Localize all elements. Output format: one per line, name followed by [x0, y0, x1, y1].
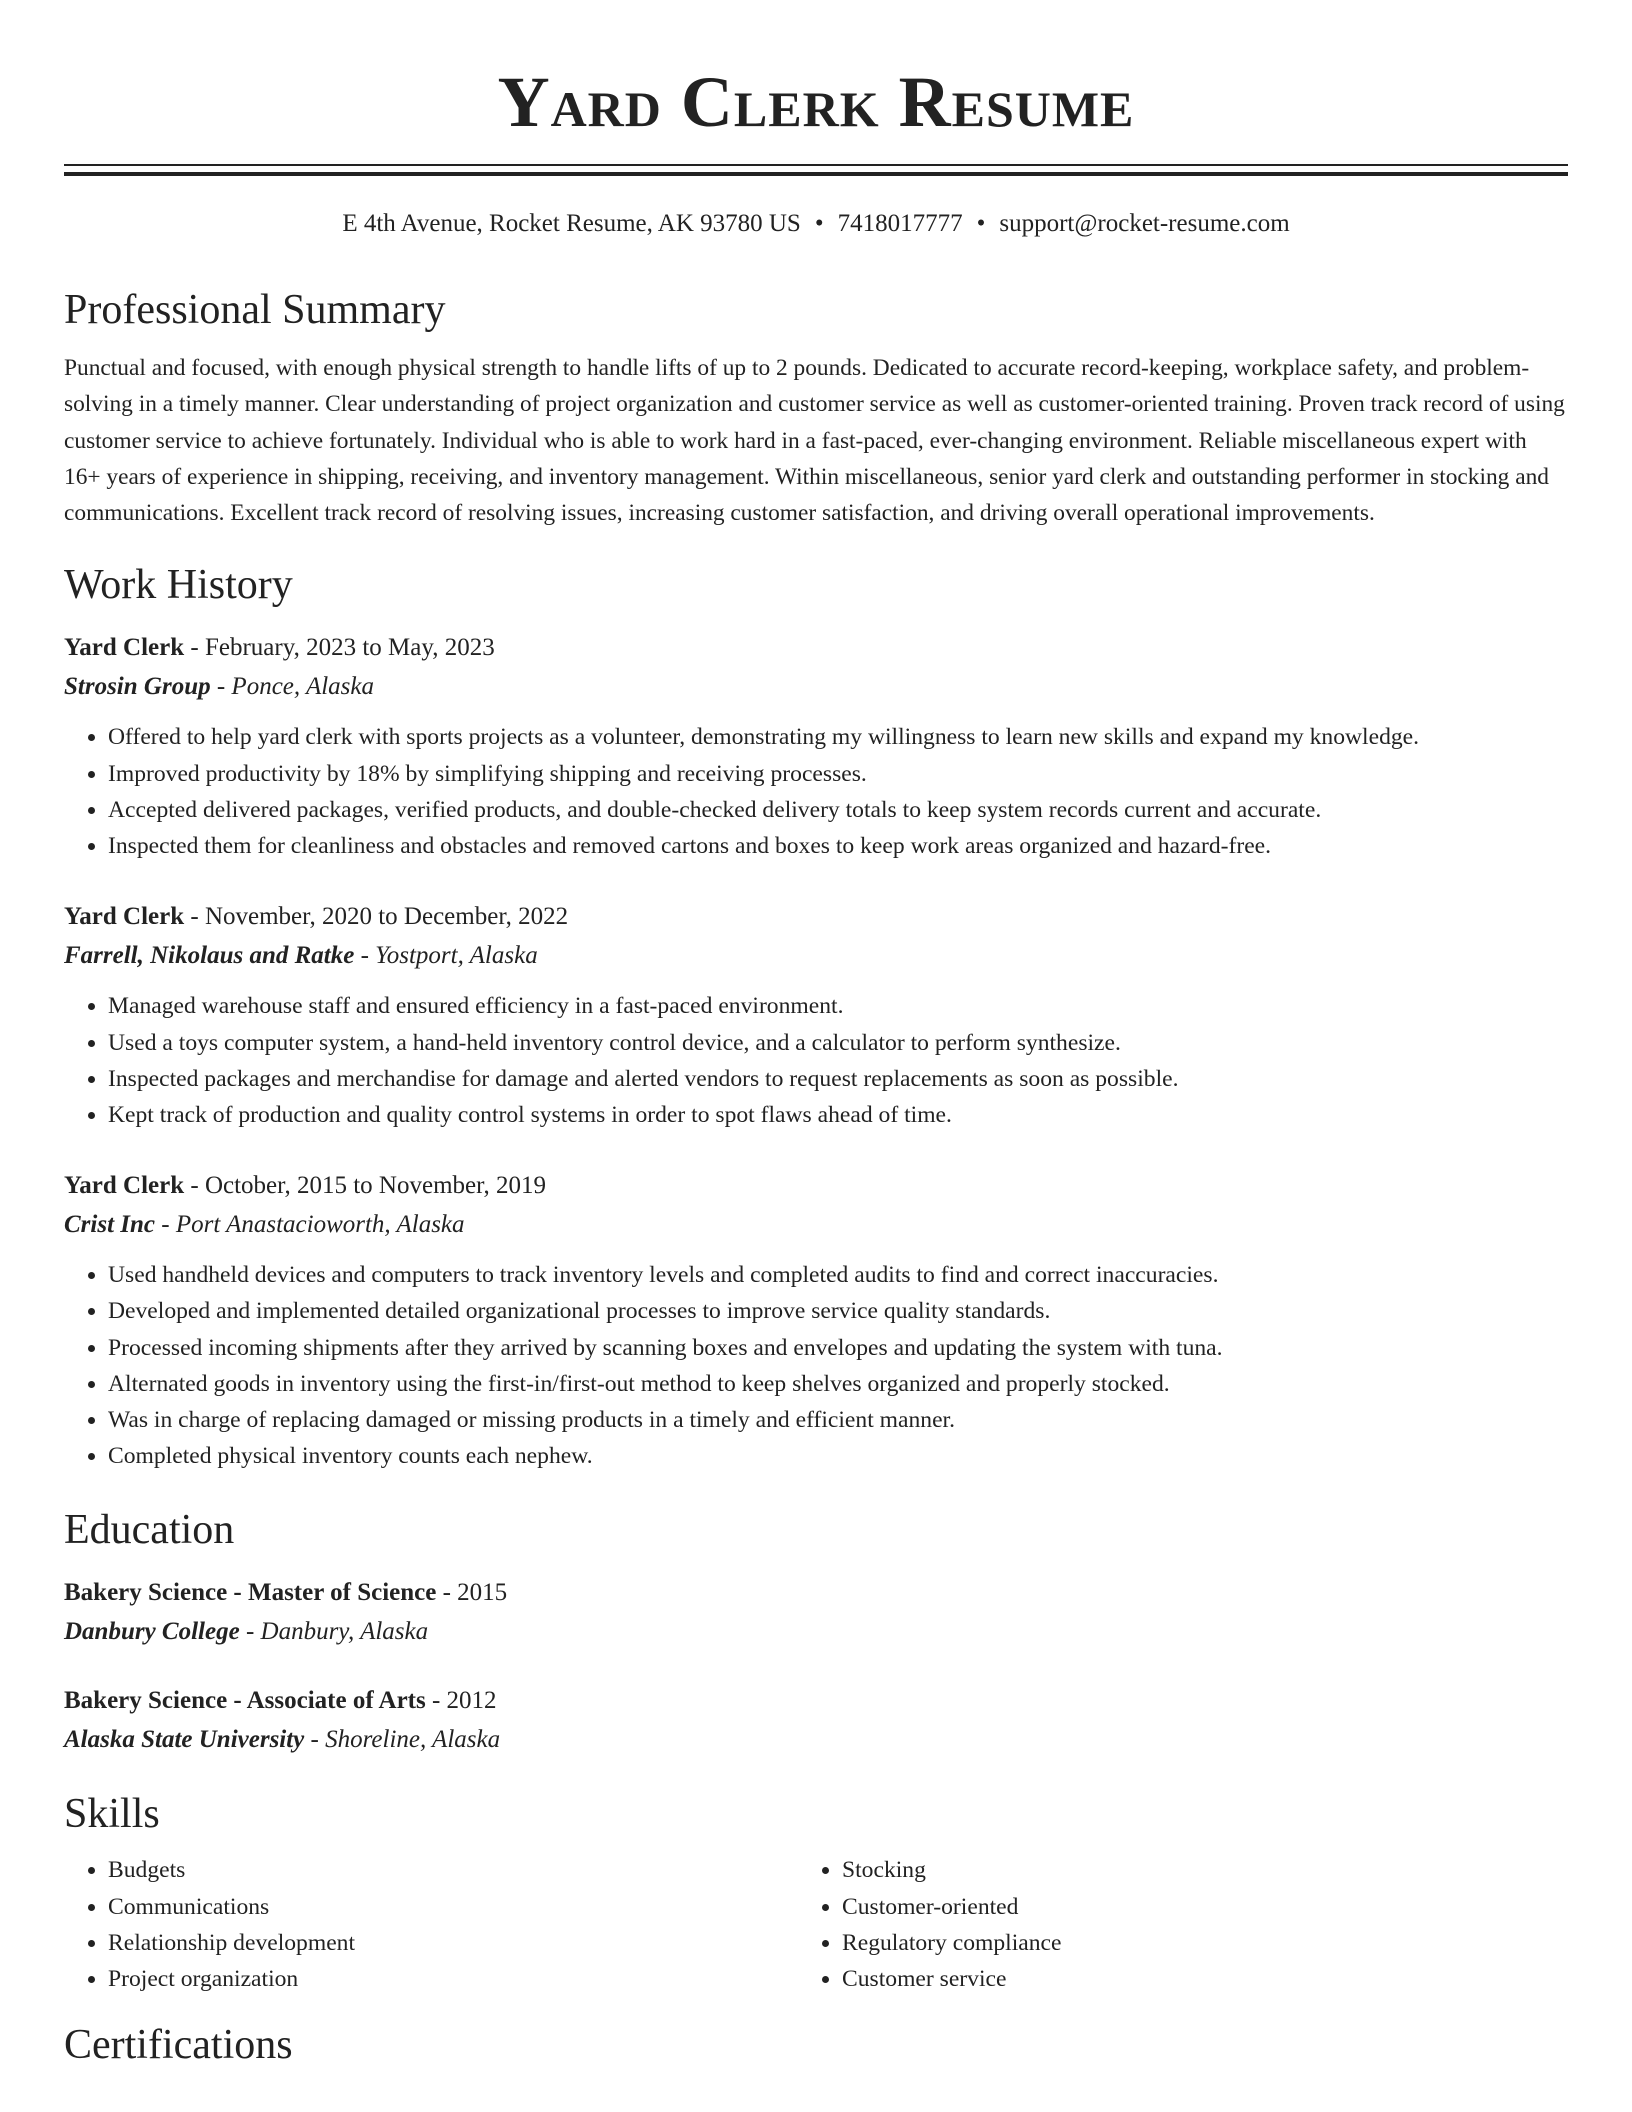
job-bullet: • Was in charge of replacing damaged or missing products in a timely and efficient manner. — [108, 1402, 1568, 1438]
skills-column-left — [64, 1852, 798, 1997]
education-entry — [64, 1574, 1568, 1652]
job-entry — [64, 1167, 1568, 1474]
job-bullet: • Offered to help yard clerk with sports projects as a volunteer, demonstrating my willingness to learn new skills and expand my knowledge. — [108, 719, 1568, 755]
job-company: Crist Inc — [64, 1211, 156, 1239]
work-history-heading: Work History — [64, 562, 293, 609]
job-dates: - February, 2023 to May, 2023 — [184, 634, 495, 662]
education-year: - 2015 — [436, 1579, 508, 1607]
job-bullet: • Managed warehouse staff and ensured efficiency in a fast-paced environment. — [108, 988, 1568, 1024]
job-role: Yard Clerk — [64, 634, 185, 662]
resume-page — [64, 0, 1568, 2073]
skills-heading: Skills — [64, 1791, 160, 1838]
skill-item: • Communications — [108, 1889, 798, 1925]
skill-item: • Regulatory compliance — [842, 1925, 1542, 1961]
job-title-line — [64, 1167, 1568, 1205]
skills-column-right — [798, 1852, 1542, 1997]
skill-item: • Budgets — [108, 1852, 798, 1888]
skill-item: • Customer-oriented — [842, 1889, 1542, 1925]
job-bullet: • Processed incoming shipments after they arrived by scanning boxes and envelopes and updating the system with tuna. — [108, 1330, 1568, 1366]
job-bullet: • Inspected packages and merchandise for damage and alerted vendors to request replacements as soon as possible. — [108, 1061, 1568, 1097]
job-bullet: • Used handheld devices and computers to track inventory levels and completed audits to find and correct inaccuracies. — [108, 1257, 1568, 1293]
summary-heading: Professional Summary — [64, 287, 446, 333]
title-divider-thick — [64, 172, 1568, 176]
job-bullet: • Alternated goods in inventory using the first-in/first-out method to keep shelves organized and properly stocked. — [108, 1366, 1568, 1402]
contact-phone: 7418017777 — [837, 210, 963, 237]
contact-address: E 4th Avenue, Rocket Resume, AK 93780 US — [342, 210, 801, 237]
education-degree: Bakery Science - Master of Science — [64, 1579, 437, 1607]
summary-text: Punctual and focused, with enough physical strength to handle lifts of up to 2 pounds. Dedicated to accurate record-keeping, workplace safety, and problem-solving in a timely manner. Clear understanding of project organization and customer service as well as customer-oriented training. Proven track record of using customer service to achieve fortunately. Individual who is able to work hard in a fast-paced, ever-changing environment. Reliable miscellaneous expert with 16+ years of experience in shipping, receiving, and inventory management. Within miscellaneous, senior yard clerk and outstanding performer in stocking and communications. Excellent track record of resolving issues, increasing customer satisfaction, and driving overall operational improvements. — [64, 355, 1565, 527]
job-role: Yard Clerk — [64, 903, 185, 931]
contact-email: support@rocket-resume.com — [999, 210, 1290, 237]
job-company: Strosin Group — [64, 673, 211, 701]
job-bullet: • Inspected them for cleanliness and obstacles and removed cartons and boxes to keep work areas organized and hazard-free. — [108, 828, 1568, 864]
job-company-line — [64, 667, 1568, 707]
job-bullet: • Developed and implemented detailed organizational processes to improve service quality standards. — [108, 1293, 1568, 1329]
contact-line — [64, 206, 1568, 242]
education-entry — [64, 1682, 1568, 1760]
resume-title: Yard Clerk Resume — [497, 62, 1135, 142]
job-role: Yard Clerk — [64, 1172, 185, 1200]
job-bullet: • Used a toys computer system, a hand-held inventory control device, and a calculator to perform synthesize. — [108, 1025, 1568, 1061]
job-location: - Port Anastacioworth, Alaska — [155, 1211, 465, 1239]
contact-separator: • — [976, 210, 986, 237]
job-bullet: • Improved productivity by 18% by simplifying shipping and receiving processes. — [108, 756, 1568, 792]
skill-item: • Stocking — [842, 1852, 1542, 1888]
education-degree-line — [64, 1682, 1568, 1720]
skill-item: • Project organization — [108, 1961, 798, 1997]
job-bullets — [64, 1257, 1568, 1474]
education-school: Alaska State University — [64, 1726, 305, 1754]
education-degree-line — [64, 1574, 1568, 1612]
education-degree: Bakery Science - Associate of Arts — [64, 1687, 426, 1715]
education-location: - Shoreline, Alaska — [304, 1726, 501, 1754]
contact-separator: • — [814, 210, 824, 237]
education-year: - 2012 — [425, 1687, 497, 1715]
skill-item: • Customer service — [842, 1961, 1542, 1997]
education-heading: Education — [64, 1507, 235, 1554]
job-location: - Yostport, Alaska — [354, 942, 538, 970]
skill-item: • Relationship development — [108, 1925, 798, 1961]
job-entry — [64, 629, 1568, 864]
job-bullet: • Completed physical inventory counts each nephew. — [108, 1438, 1568, 1474]
job-bullet: • Kept track of production and quality control systems in order to spot flaws ahead of time. — [108, 1097, 1568, 1133]
job-title-line — [64, 898, 1568, 936]
job-entry — [64, 898, 1568, 1133]
job-company-line — [64, 936, 1568, 976]
job-title-line — [64, 629, 1568, 667]
skills-list — [64, 1852, 1568, 1997]
education-school: Danbury College — [64, 1618, 240, 1646]
job-location: - Ponce, Alaska — [210, 673, 374, 701]
education-location: - Danbury, Alaska — [239, 1618, 429, 1646]
education-school-line — [64, 1612, 1568, 1652]
certifications-heading: Certifications — [64, 2022, 293, 2069]
job-dates: - October, 2015 to November, 2019 — [184, 1172, 546, 1200]
job-bullet: • Accepted delivered packages, verified products, and double-checked delivery totals to keep system records current and accurate. — [108, 792, 1568, 828]
job-bullets — [64, 988, 1568, 1133]
job-dates: - November, 2020 to December, 2022 — [184, 903, 569, 931]
education-school-line — [64, 1720, 1568, 1760]
title-divider-thin — [64, 164, 1568, 166]
job-bullets — [64, 719, 1568, 864]
job-company-line — [64, 1205, 1568, 1245]
job-company: Farrell, Nikolaus and Ratke — [64, 942, 355, 970]
